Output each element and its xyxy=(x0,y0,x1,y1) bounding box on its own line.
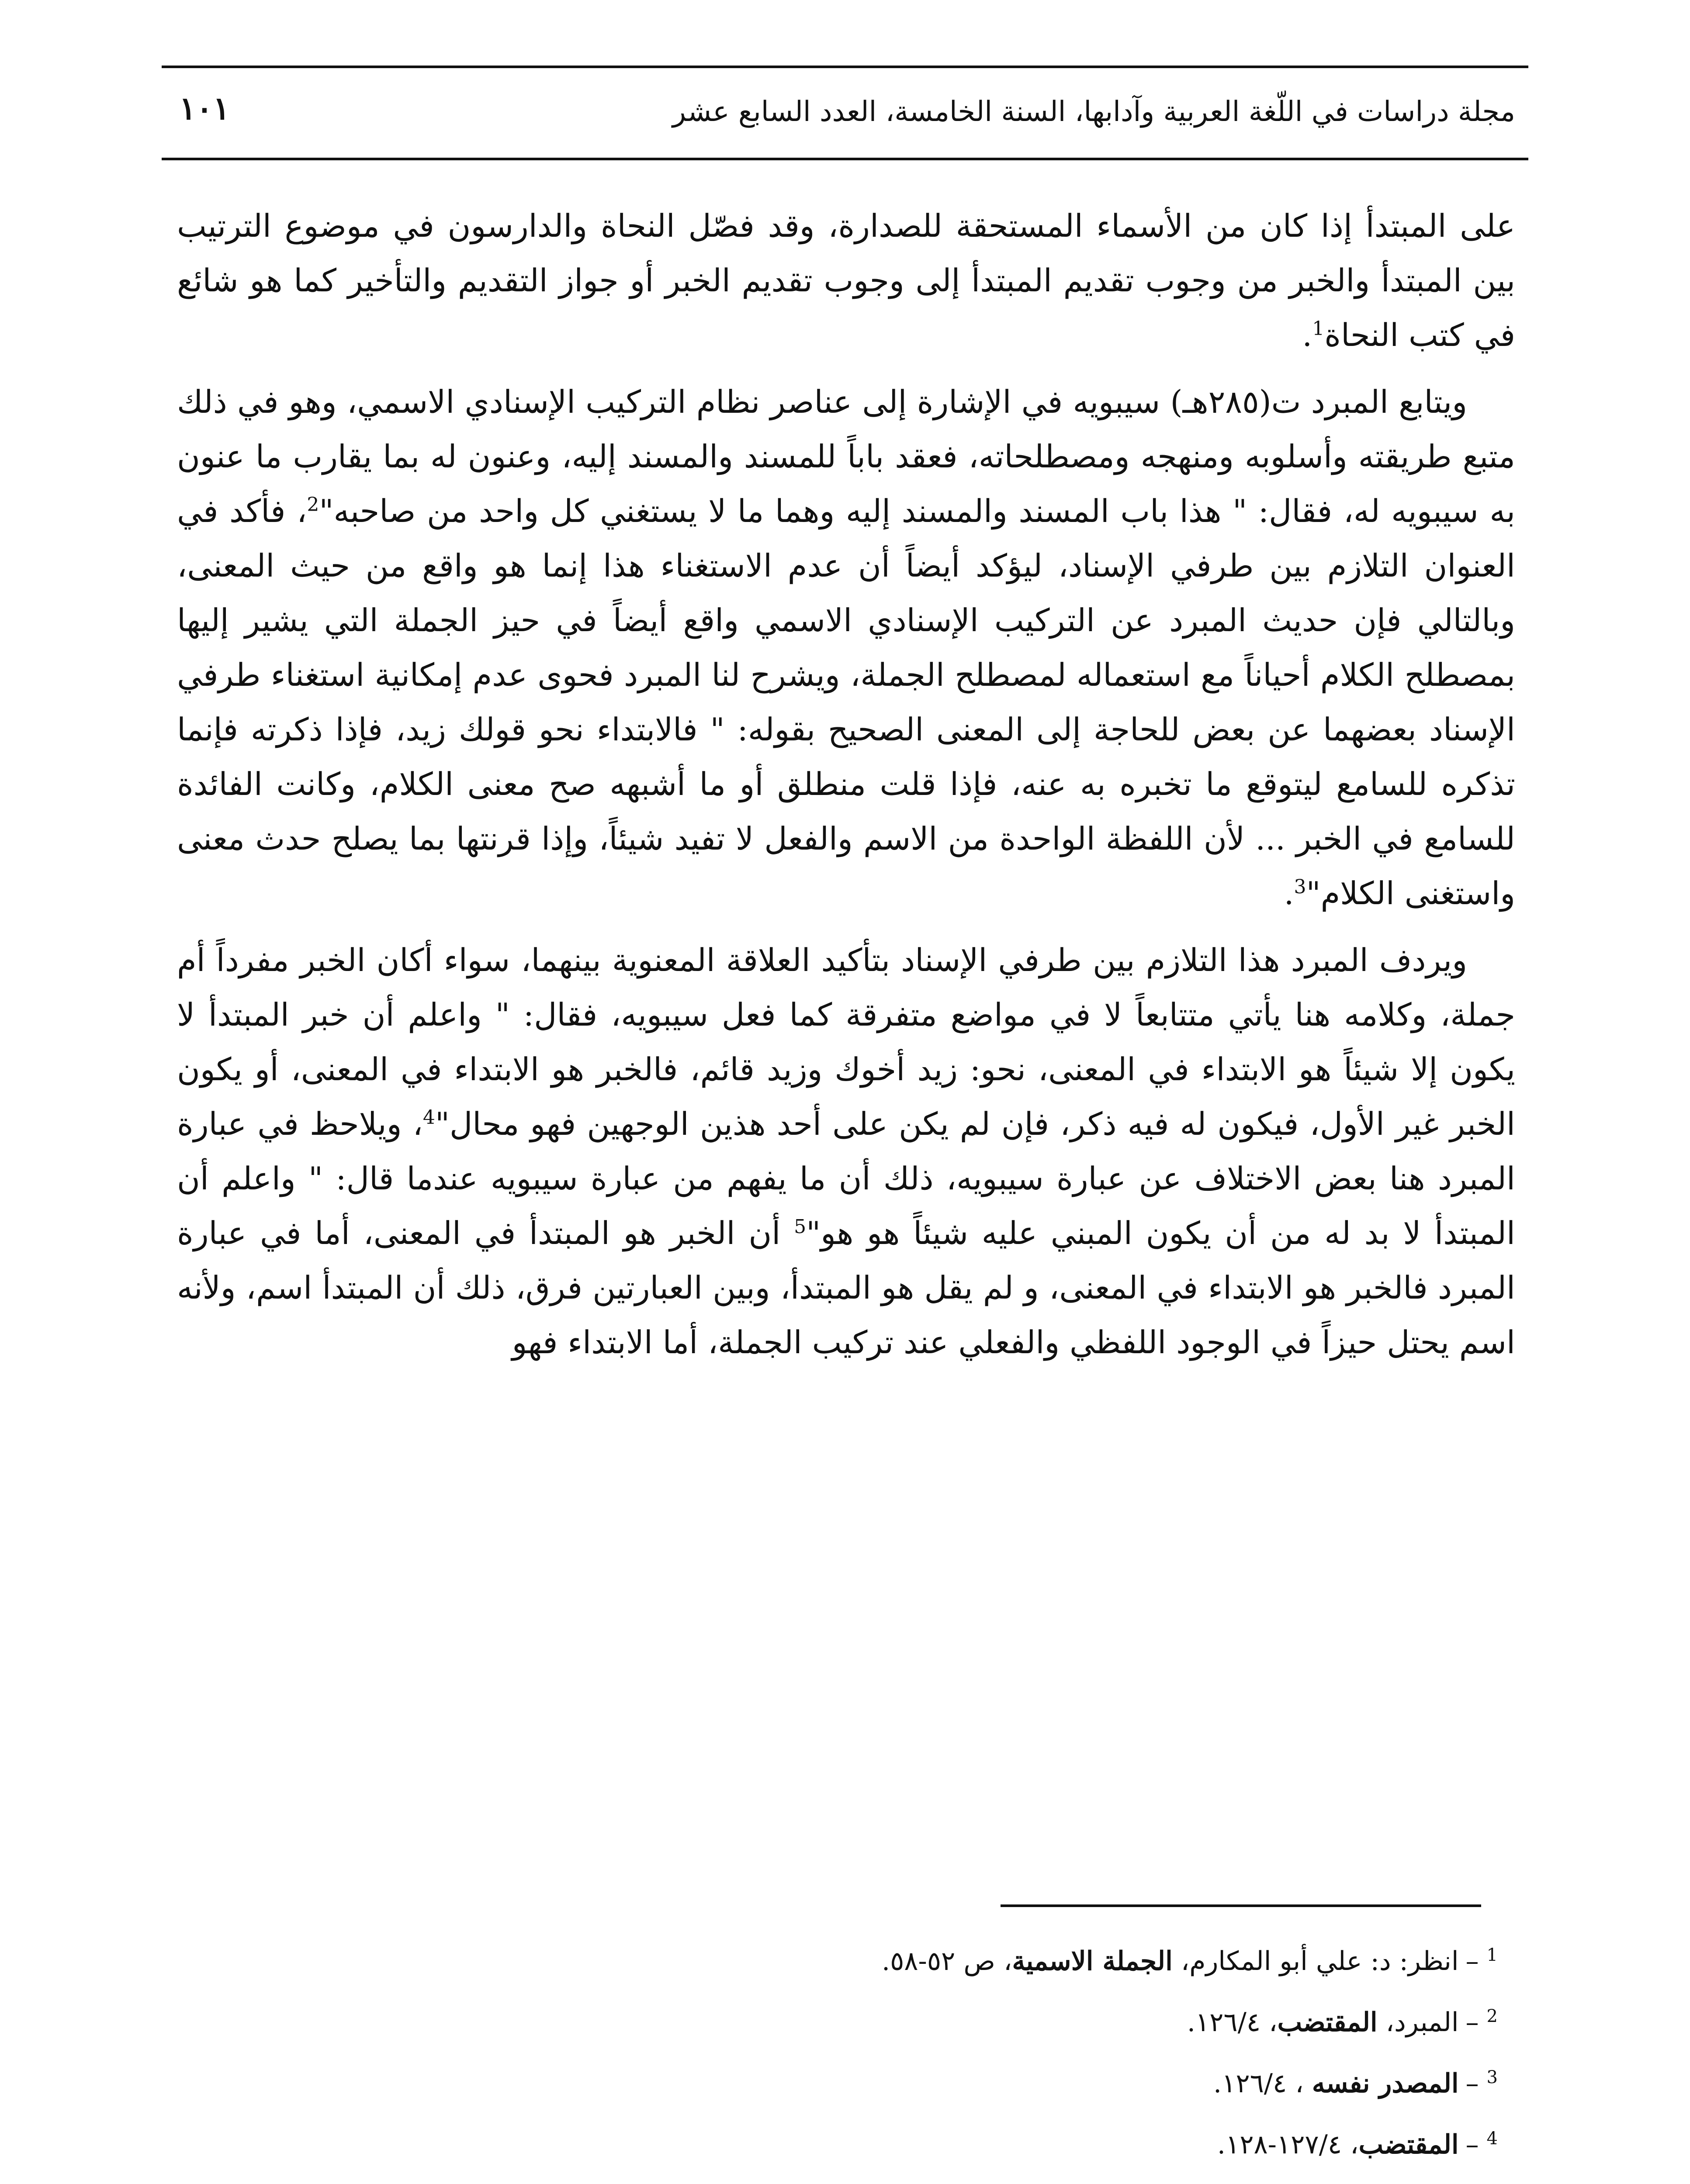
footnote-dash: – xyxy=(1465,2129,1479,2160)
footnote-text: المبرد، xyxy=(1377,2007,1459,2038)
running-header xyxy=(162,66,1528,160)
footnote-4 xyxy=(175,2114,1498,2175)
footnote-number: 2 xyxy=(1486,2006,1498,2026)
footnote-5 xyxy=(175,2175,1498,2184)
footnote-divider xyxy=(1001,1904,1481,1907)
footnote-citation: ، ١٢٦/٤. xyxy=(1213,2068,1312,2099)
footnote-1 xyxy=(175,1931,1498,1992)
footnote-number: 1 xyxy=(1486,1945,1498,1965)
paragraph-1-text: على المبتدأ إذا كان من الأسماء المستحقة للصدارة، وقد فصّل النحاة والدارسون في موضوع الترتيب بين المبتدأ والخبر من وجوب تقديم المبتدأ إلى وجوب تقديم الخبر أو جواز التقديم والتأخير كما هو شائع في كتب النحاة xyxy=(177,207,1515,353)
footnotes-list xyxy=(175,1931,1498,2184)
footnote-number: 3 xyxy=(1486,2067,1498,2087)
footnote-source-title: المصدر نفسه xyxy=(1312,2068,1459,2099)
footnote-dash: – xyxy=(1465,1946,1479,1977)
footnote-citation: ، ١٢٧/٤-١٢٨. xyxy=(1217,2129,1359,2160)
footnote-source-title: الجملة الاسمية xyxy=(1012,1946,1173,1977)
footnote-2 xyxy=(175,1992,1498,2053)
footnote-ref-4: 4 xyxy=(422,1106,435,1129)
footnote-citation: ، ١٢٦/٤. xyxy=(1187,2007,1278,2038)
footnote-citation: ، ص ٥٢-٥٨. xyxy=(882,1946,1012,1977)
footnote-ref-1: 1 xyxy=(1312,318,1325,340)
paragraph-2 xyxy=(177,375,1515,921)
footnote-source-title: المقتضب xyxy=(1358,2129,1459,2160)
footnote-3 xyxy=(175,2053,1498,2114)
footnote-text: انظر: د: علي أبو المكارم، xyxy=(1172,1946,1459,1977)
footnote-dash: – xyxy=(1465,2068,1479,2099)
footnote-ref-5: 5 xyxy=(794,1216,807,1238)
body-text xyxy=(177,199,1515,1382)
footnote-ref-3: 3 xyxy=(1294,876,1306,898)
paragraph-3-part-c: أن الخبر هو المبتدأ في المعنى، أما في عبارة المبرد فالخبر هو الابتداء في المعنى، و لم يقل هو المبتدأ، وبين العبارتين فرق، ذلك أن المبتدأ اسم، ولأنه اسم يحتل حيزاً في الوجود اللفظي والفعلي عند تركيب الجملة، أما الابتداء فهو xyxy=(177,1215,1515,1361)
paragraph-2-part-b: ، فأكد في العنوان التلازم بين طرفي الإسناد، ليؤكد أيضاً أن عدم الاستغناء هذا إنما هو واقع من حيث المعنى، وبالتالي فإن حديث المبرد عن التركيب الإسنادي الاسمي واقع أيضاً في حيز الجملة التي يشير إليها بمصطلح الكلام أحياناً مع استعماله لمصطلح الجملة، ويشرح لنا المبرد فحوى عدم إمكانية استغناء طرفي الإسناد بعضهما عن بعض للحاجة إلى المعنى الصحيح بقوله: " فالابتداء نحو قولك زيد، فإذا ذكرته فإنما تذكره للسامع ليتوقع ما تخبره به عنه، فإذا قلت منطلق أو ما أشبهه صح معنى الكلام، وكانت الفائدة للسامع في الخبر ... لأن اللفظة الواحدة من الاسم والفعل لا تفيد شيئاً، وإذا قرنتها بما يصلح حدث معنى واستغنى الكلام" xyxy=(177,493,1515,912)
footnote-source-title: المقتضب xyxy=(1277,2007,1378,2038)
journal-title: مجلة دراسات في اللّغة العربية وآدابها، السنة الخامسة، العدد السابع عشر xyxy=(672,96,1515,128)
page-number: ١٠١ xyxy=(179,90,230,127)
paragraph-3 xyxy=(177,933,1515,1370)
paragraph-3-part-b: ، ويلاحظ في عبارة المبرد هنا بعض الاختلاف عن عبارة سيبويه، ذلك أن ما يفهم من عبارة سيبويه عندما قال: " واعلم أن المبتدأ لا بد له من أن يكون المبني عليه شيئاً هو هو" xyxy=(177,1106,1515,1251)
paragraph-2-end: . xyxy=(1284,875,1294,912)
footnote-ref-2: 2 xyxy=(307,494,319,516)
paragraph-1-end: . xyxy=(1302,317,1313,353)
paragraph-2-part-a: ويتابع المبرد ت(٢٨٥هـ) سيبويه في الإشارة إلى عناصر نظام التركيب الإسنادي الاسمي، وهو في ذلك متبع طريقته وأسلوبه ومنهجه ومصطلحاته، فعقد باباً للمسند والمسند إليه، وعنون له بما يقارب ما عنون به سيبويه له، فقال: " هذا باب المسند والمسند إليه وهما ما لا يستغني كل واحد من صاحبه" xyxy=(177,384,1516,529)
paragraph-3-part-a: ويردف المبرد هذا التلازم بين طرفي الإسناد بتأكيد العلاقة المعنوية بينهما، سواء أكان الخبر مفرداً أم جملة، وكلامه هنا يأتي متتابعاً لا في مواضع متفرقة كما فعل سيبويه، فقال: " واعلم أن خبر المبتدأ لا يكون إلا شيئاً هو الابتداء في المعنى، نحو: زيد أخوك وزيد قائم، فالخبر هو الابتداء في المعنى، أو يكون الخبر غير الأول، فيكون له فيه ذكر، فإن لم يكن على أحد هذين الوجهين فهو محال" xyxy=(177,942,1515,1142)
footnote-dash: – xyxy=(1465,2007,1479,2038)
paragraph-1 xyxy=(177,199,1515,363)
footnote-number: 4 xyxy=(1486,2129,1498,2149)
